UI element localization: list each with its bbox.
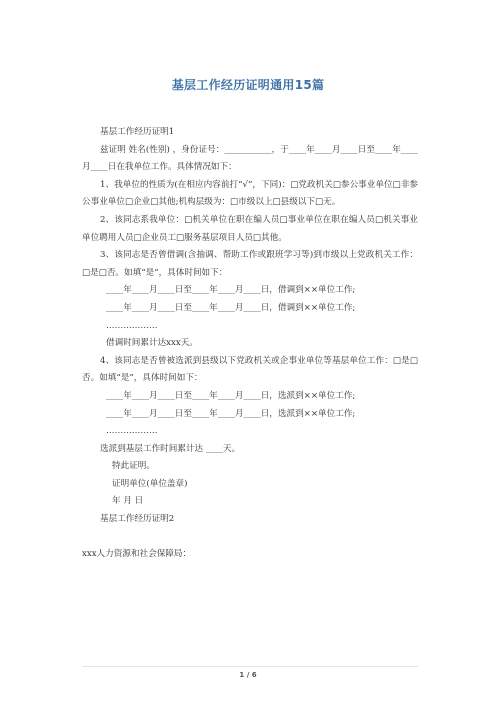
date-line: ____年____月____日至____年____月____日，借调到××单位工作; <box>106 302 356 313</box>
document-body <box>82 124 418 564</box>
date-line: ____年____月____日至____年____月____日，选派到××单位工作; <box>106 390 356 401</box>
paragraph: 2、该同志系我单位：□机关单位在职在编人员□事业单位在职在编人员□机关事业单位聘用人员□企业员工□服务基层项目人员□其他。 <box>82 214 418 243</box>
page-indicator: 1 / 6 <box>239 671 257 679</box>
section-heading: 基层工作经历证明2 <box>100 514 175 525</box>
signature-line: 证明单位(单位盖章) <box>112 478 188 489</box>
closing-line: 特此证明。 <box>112 461 155 472</box>
section-heading: 基层工作经历证明1 <box>100 127 175 137</box>
addressee-line: xxx人力资源和社会保障局： <box>82 549 192 560</box>
date-placeholder: 年 月 日 <box>112 496 144 507</box>
document-title: 基层工作经历证明通用15篇 <box>171 78 325 92</box>
paragraph: 3、该同志是否曾借调(含抽调、帮助工作或跟班学习等)到市级以上党政机关工作：□是□否。如填“是”，具体时间如下： <box>82 250 418 278</box>
ellipsis-line: ……………… <box>106 320 158 331</box>
ellipsis-line: ……………… <box>106 426 158 437</box>
date-line: ____年____月____日至____年____月____日，借调到××单位工作; <box>106 285 356 296</box>
date-line: ____年____月____日至____年____月____日，选派到××单位工作; <box>106 408 356 419</box>
paragraph: 1、我单位的性质为(在相应内容前打“√”，下同)：□党政机关□参公事业单位□非参公事业单位□企业□其他;机构层级为：□市级以上□县级以下□无。 <box>82 179 418 208</box>
summary-line: 选派到基层工作时间累计达 ____天。 <box>100 443 241 454</box>
paragraph: 4、该同志是否曾被选派到县级以下党政机关或企事业单位等基层单位工作：□是□否。如填“是”，具体时间如下： <box>82 355 418 384</box>
summary-line: 借调时间累计达xxx天。 <box>106 338 198 349</box>
spacer <box>82 529 418 547</box>
footer-divider <box>82 666 418 667</box>
paragraph: 兹证明 姓名(性别) ，身份证号：___________，于____年____月____日至____年____月____日在我单位工作。具体情况如下： <box>82 144 418 173</box>
